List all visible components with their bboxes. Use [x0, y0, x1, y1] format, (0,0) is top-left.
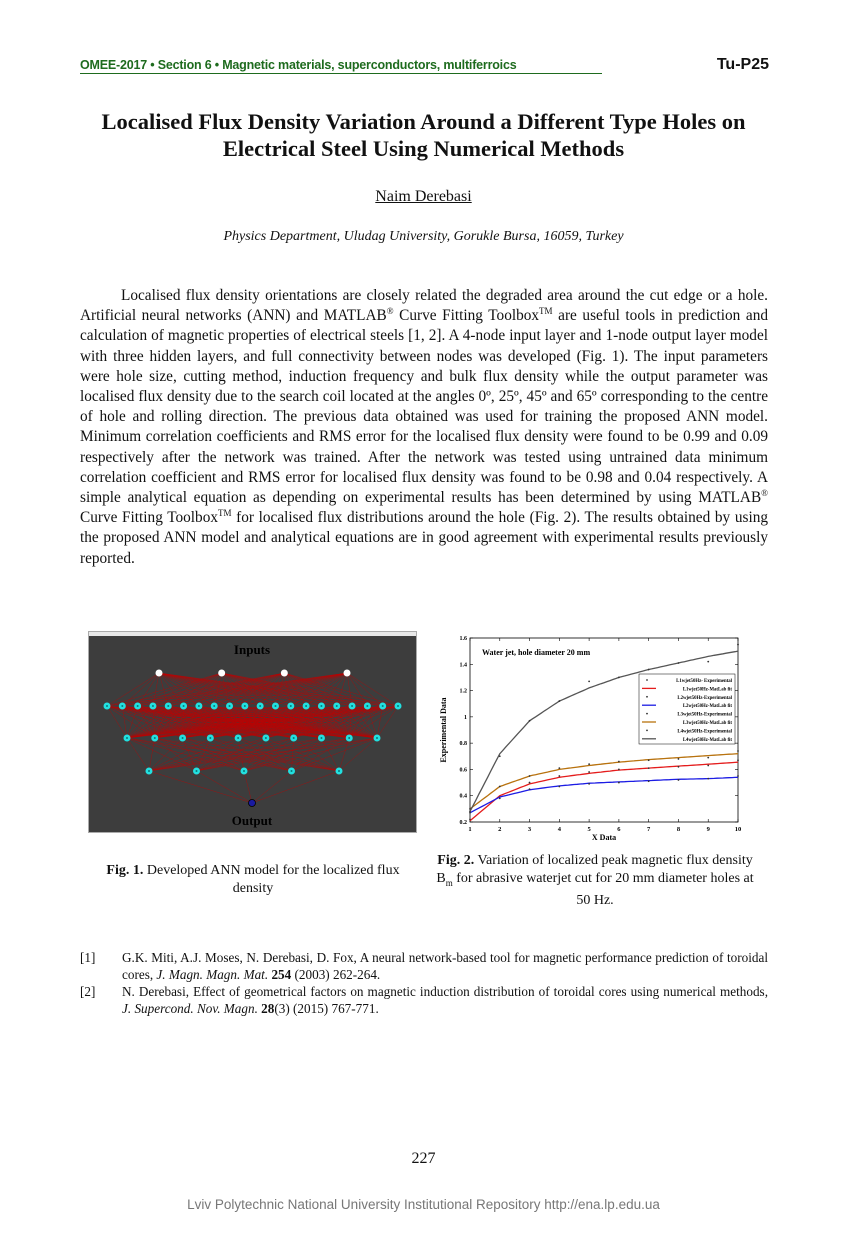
repository-footer: Lviv Polytechnic National University Institutional Repository http://ena.lp.edu.ua	[187, 1197, 660, 1212]
x-tick-label: 6	[617, 826, 621, 833]
data-point	[558, 775, 560, 777]
data-point	[707, 765, 709, 767]
trademark: TM	[539, 306, 553, 317]
reference-volume: 28	[257, 1001, 275, 1016]
reference-pages: (3) (2015) 767-771.	[274, 1001, 379, 1016]
y-tick-label: 0.2	[459, 820, 467, 826]
ann-network-graphic	[89, 632, 416, 832]
ann-node	[249, 800, 256, 807]
data-point	[678, 766, 680, 768]
x-tick-label: 4	[557, 826, 561, 833]
page-number: 227	[411, 1150, 436, 1167]
reference-authors-title: G.K. Miti, A.J. Moses, N. Derebasi, D. Fox, A neural network-based tool for magnetic performance prediction of toroidal cores,	[122, 950, 768, 982]
reference-journal: J. Magn. Magn. Mat.	[156, 967, 269, 982]
abstract-text: Curve Fitting Toolbox	[393, 307, 540, 325]
caption-text: Developed ANN model for the localized flux density	[143, 863, 400, 896]
legend-entry: L4wjet50Hz-Experimental	[677, 729, 732, 735]
reference-number: [1]	[80, 950, 96, 965]
x-tick-label: 8	[676, 826, 681, 833]
data-point	[558, 767, 560, 769]
caption-label: Fig. 2.	[437, 853, 475, 868]
data-point	[678, 758, 680, 760]
y-tick-label: 0.8	[459, 741, 467, 748]
ann-node	[344, 670, 351, 677]
registered-mark: ®	[386, 306, 394, 317]
data-point	[469, 818, 471, 820]
data-point	[558, 786, 560, 788]
data-point	[648, 669, 650, 671]
caption-text: for abrasive waterjet cut for 20 mm diameter holes at 50 Hz.	[452, 871, 754, 908]
x-tick-label: 1	[468, 826, 472, 833]
output-label: Output	[231, 813, 273, 828]
abstract-text: Curve Fitting Toolbox	[80, 509, 218, 527]
reference-journal: J. Supercond. Nov. Magn.	[122, 1001, 258, 1016]
reference-pages: (2003) 262-264.	[291, 967, 381, 982]
running-head: OMEE-2017 • Section 6 • Magnetic materials, superconductors, multiferroics	[80, 58, 602, 74]
data-point	[737, 750, 739, 752]
abstract-text: Localised flux density orientations are closely related the degraded area around the cut edge or a hole. Artificial neural networks (ANN) and MATLAB	[80, 287, 768, 325]
reference-item	[80, 949, 768, 983]
data-point	[737, 775, 739, 777]
caption-text: Variation of localized peak magnetic flux density B	[436, 853, 753, 886]
data-point	[529, 782, 531, 784]
legend-entry: L4wjet50Hz-MatLab fit	[682, 737, 732, 743]
x-tick-label: 2	[498, 826, 502, 833]
data-point	[588, 680, 590, 682]
ann-node	[281, 670, 288, 677]
data-point	[678, 779, 680, 781]
data-point	[618, 769, 620, 771]
y-axis-label: Experimental Data	[439, 697, 448, 763]
caption-label: Fig. 1.	[106, 863, 144, 878]
x-tick-label: 9	[706, 826, 710, 833]
data-point	[588, 771, 590, 773]
data-point	[529, 720, 531, 722]
x-tick-label: 5	[587, 826, 591, 833]
legend-entry: L1wjet50Hz-MatLab fit	[682, 687, 732, 693]
abstract-text: are useful tools in prediction and calculation of magnetic properties of electrical steels [1, 2]. A 4-node input layer and 1-node output layer model with three hidden layers, and full connectivity between nodes was developed (Fig. 1). The input parameters were hole size, cutting method, induction frequency and bulk flux density while the output parameter was localised flux density due to the search coil located at the angles 0º, 25º, 45º and 65º corresponding to the centre of hole and rolling direction. The previous data obtained was used for training the proposed ANN model. Minimum correlation coefficients and RMS error for the localised flux density were found to be 0.99 and 0.09 respectively after the network was trained. After the network was tested using untrained data minimum correlation coefficient and RMS error for localised flux density was found to be 0.98 and 0.04 respectively. A simple analytical equation as depending on experimental results has been determined by using MATLAB	[80, 307, 768, 507]
reference-number: [2]	[80, 984, 96, 999]
author-name: Naim Derebasi	[375, 188, 472, 205]
figure-2-caption	[430, 852, 760, 910]
data-point	[558, 700, 560, 702]
figure-1-ann-diagram	[88, 631, 417, 833]
ann-node	[218, 670, 225, 677]
data-point	[499, 755, 501, 757]
data-point	[588, 763, 590, 765]
legend-entry: L1wjet50Hz- Experimental	[676, 679, 732, 684]
chart-title: Water jet, hole diameter 20 mm	[482, 648, 591, 657]
legend-entry: L2wjet50Hz-MatLab fit	[682, 704, 732, 710]
x-axis-label: X Data	[591, 833, 617, 842]
data-point	[529, 788, 531, 790]
data-point	[618, 761, 620, 763]
data-point	[648, 780, 650, 782]
trademark: TM	[218, 508, 232, 519]
legend-entry: L2wjet50Hz-Experimental	[677, 695, 732, 701]
reference-item	[80, 983, 768, 1017]
data-point	[588, 783, 590, 785]
abstract-body	[80, 286, 768, 569]
figure-1-caption	[88, 862, 418, 898]
legend-entry: L3wjet50Hz-Experimental	[677, 712, 732, 718]
data-point	[678, 662, 680, 664]
references	[80, 949, 768, 1017]
legend-entry: L3wjet50Hz-MatLab fit	[682, 721, 732, 726]
data-point	[648, 759, 650, 761]
affiliation: Physics Department, Uludag University, Gorukle Bursa, 16059, Turkey	[223, 229, 624, 244]
data-point	[648, 767, 650, 769]
x-tick-label: 10	[734, 826, 742, 833]
y-tick-label: 0.4	[459, 793, 467, 800]
y-tick-label: 1	[464, 714, 467, 721]
y-tick-label: 1.2	[459, 688, 467, 695]
abstract-text: for localised flux distributions around the hole (Fig. 2). The results obtained by using the proposed ANN model and analytical equations are in good agreement with experimental results previously reported.	[80, 509, 768, 567]
figure-2-chart	[425, 630, 755, 842]
paper-title: Localised Flux Density Variation Around a Different Type Holes on Electrical Steel Using Numerical Methods	[101, 109, 746, 161]
data-point	[707, 757, 709, 759]
data-point	[499, 797, 501, 799]
data-point	[737, 644, 739, 646]
data-point	[618, 782, 620, 784]
author	[0, 188, 847, 206]
data-point	[529, 775, 531, 777]
line-chart	[425, 630, 755, 842]
reference-authors-title: N. Derebasi, Effect of geometrical factors on magnetic induction distribution of toroidal cores using numerical methods,	[122, 984, 768, 999]
ann-node	[156, 670, 163, 677]
data-point	[618, 677, 620, 679]
y-tick-label: 0.6	[459, 767, 467, 774]
y-tick-label: 1.6	[459, 636, 467, 642]
caption-subscript: m	[445, 877, 453, 888]
data-point	[707, 778, 709, 780]
ann-edges	[107, 673, 398, 803]
data-point	[499, 786, 501, 788]
reference-volume: 254	[268, 967, 292, 982]
paper-id: Tu-P25	[716, 56, 769, 73]
x-tick-label: 3	[527, 826, 532, 833]
inputs-label: Inputs	[233, 642, 271, 657]
y-tick-label: 1.4	[459, 662, 467, 669]
data-point	[469, 811, 471, 813]
x-tick-label: 7	[647, 826, 651, 833]
data-point	[737, 759, 739, 761]
reference-text	[122, 983, 768, 1017]
reference-text	[122, 949, 768, 983]
data-point	[707, 661, 709, 663]
registered-mark: ®	[761, 487, 768, 498]
